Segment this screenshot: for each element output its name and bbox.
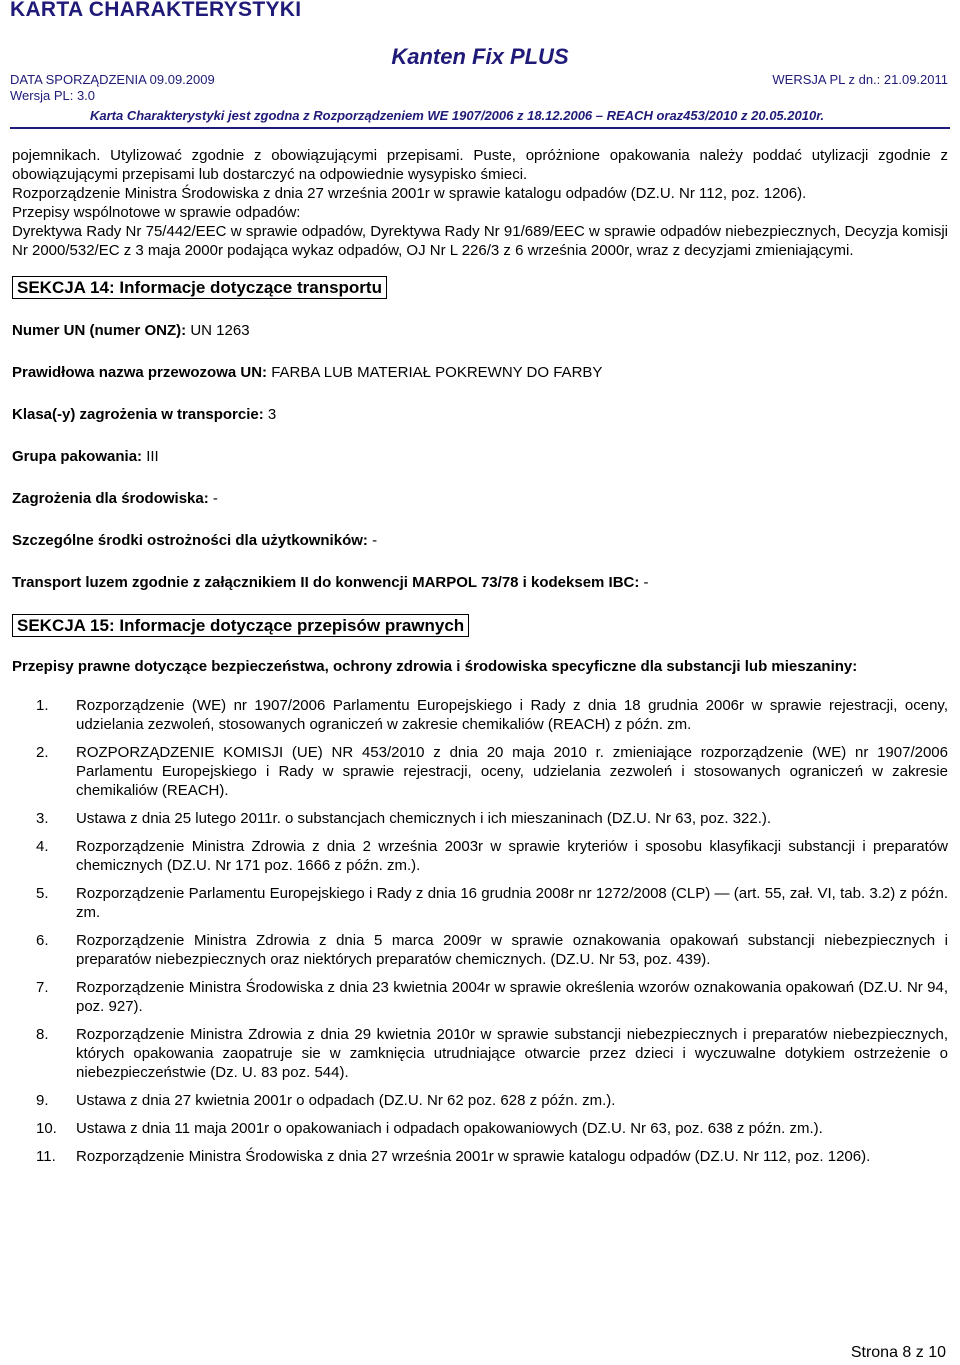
bulk-transport-field [12,573,948,592]
directives-paragraph: Dyrektywa Rady Nr 75/442/EEC w sprawie odpadów, Dyrektywa Rady Nr 91/689/EEC w sprawie odpadów niebezpiecznych, Decyzja komisji Nr 2000/532/EC z 3 maja 2000r podająca wykaz odpadów, OJ Nr L 226/3 z 6 września 2000r, wraz z decyzjami zmieniającymi. [12,223,948,259]
special-precautions-field [12,531,948,550]
list-item-number: 6. [36,932,49,949]
list-item [12,696,948,734]
document-body [12,146,948,1175]
list-item-number: 1. [36,697,49,714]
shipping-name-field [12,363,948,382]
packing-group-field [12,447,948,466]
un-number-field [12,321,948,340]
list-item-number: 2. [36,744,49,761]
environmental-hazard-label: Zagrożenia dla środowiska: [12,490,209,507]
list-item [12,931,948,969]
list-item-number: 8. [36,1026,49,1043]
environmental-hazard-value: - [208,490,218,507]
list-item-number: 11. [36,1148,56,1165]
packing-group-label: Grupa pakowania: [12,448,143,465]
bulk-transport-label: Transport luzem zgodnie z załącznikiem II do konwencji MARPOL 73/78 i kodeksem IBC: [12,574,640,591]
list-item-text: ROZPORZĄDZENIE KOMISJI (UE) NR 453/2010 z dnia 20 maja 2010 r. zmieniające rozporządzenie (WE) nr 1907/2006 Parlamentu Europejskiego i Rady w sprawie rejestracji, oceny, udzielania zezwoleń i stosowanych ograniczeń w zakresie chemikaliów (REACH). [76,744,948,799]
preparation-date: DATA SPORZĄDZENIA 09.09.2009 [10,72,215,87]
list-item-text: Rozporządzenie (WE) nr 1907/2006 Parlamentu Europejskiego i Rady z dnia 18 grudnia 2006r w sprawie rejestracji, oceny, udzielania zezwoleń, stosowanych ograniczeń w zakresie chemikaliów (REACH) z późn. zm. [76,697,948,733]
product-name: Kanten Fix PLUS [391,44,569,69]
list-item-text: Rozporządzenie Ministra Środowiska z dnia 23 kwietnia 2004r w sprawie określenia wzorów oznakowania opakowań (DZ.U. Nr 94, poz. 927). [76,979,948,1015]
list-item-text: Rozporządzenie Ministra Zdrowia z dnia 2 września 2003r w sprawie kryteriów i sposobu klasyfikacji substancji i preparatów chemicznych (DZ.U. Nr 171 poz. 1666 z późn. zm.). [76,838,948,874]
hazard-class-value: 3 [263,406,277,423]
list-item [12,837,948,875]
list-item [12,809,948,828]
section-15-title: SEKCJA 15: Informacje dotyczące przepisów prawnych [12,614,469,637]
waste-catalog-paragraph: Rozporządzenie Ministra Środowiska z dnia 27 września 2001r w sprawie katalogu odpadów (DZ.U. Nr 112, poz. 1206). [12,185,807,202]
list-item [12,1119,948,1138]
bulk-transport-value: - [639,574,649,591]
list-item [12,884,948,922]
hazard-class-field [12,405,948,424]
section-14-title: SEKCJA 14: Informacje dotyczące transportu [12,276,387,299]
regulations-list [12,696,948,1166]
list-item-text: Rozporządzenie Ministra Środowiska z dnia 27 września 2001r w sprawie katalogu odpadów (DZ.U. Nr 112, poz. 1206). [76,1148,871,1165]
version-number: Wersja PL: 3.0 [10,88,96,103]
special-precautions-label: Szczególne środki ostrożności dla użytkowników: [12,532,368,549]
regulations-heading: Przepisy prawne dotyczące bezpieczeństwa, ochrony zdrowia i środowiska specyficzne dla substancji lub mieszaniny: [12,658,858,675]
list-item-number: 7. [36,979,49,996]
list-item-text: Rozporządzenie Ministra Zdrowia z dnia 5 marca 2009r w sprawie oznakowania opakowań substancji niebezpiecznych i preparatów niebezpiecznych oraz niektórych preparatów chemicznych. (DZ.U. Nr 53, poz. 439). [76,932,948,968]
document-type-title: KARTA CHARAKTERYSTYKI [10,0,302,21]
list-item-number: 10. [36,1120,57,1137]
community-waste-heading: Przepisy wspólnotowe w sprawie odpadów: [12,204,301,221]
list-item-text: Ustawa z dnia 27 kwietnia 2001r o odpadach (DZ.U. Nr 62 poz. 628 z późn. zm.). [76,1092,616,1109]
list-item-number: 9. [36,1092,49,1109]
un-number-label: Numer UN (numer ONZ): [12,322,187,339]
shipping-name-value: FARBA LUB MATERIAŁ POKREWNY DO FARBY [267,364,603,381]
list-item-number: 3. [36,810,49,827]
un-number-value: UN 1263 [186,322,250,339]
list-item [12,1091,948,1110]
hazard-class-label: Klasa(-y) zagrożenia w transporcie: [12,406,264,423]
list-item [12,743,948,800]
page-number: Strona 8 z 10 [850,1344,946,1361]
list-item-number: 4. [36,838,49,855]
version-date: WERSJA PL z dn.: 21.09.2011 [772,72,948,87]
date-row [10,72,948,87]
special-precautions-value: - [367,532,378,549]
list-item-text: Rozporządzenie Parlamentu Europejskiego i Rady z dnia 16 grudnia 2008r nr 1272/2008 (CLP) — (art. 55, zał. VI, tab. 3.2) z późn. zm. [76,885,948,921]
disposal-text [12,146,948,260]
list-item-number: 5. [36,885,49,902]
header-divider [10,127,950,129]
environmental-hazard-field [12,489,948,508]
disposal-paragraph: pojemnikach. Utylizować zgodnie z obowiązującymi przepisami. Puste, opróżnione opakowania należy poddać utylizacji zgodnie z obowiązującymi przepisami lub dostarczyć na odpowiednie wysypisko śmieci. [12,147,948,183]
list-item-text: Ustawa z dnia 25 lutego 2011r. o substancjach chemicznych i ich mieszaninach (DZ.U. Nr 63, poz. 322.). [76,810,772,827]
list-item [12,1147,948,1166]
shipping-name-label: Prawidłowa nazwa przewozowa UN: [12,364,268,381]
list-item-text: Rozporządzenie Ministra Zdrowia z dnia 29 kwietnia 2010r w sprawie substancji niebezpiecznych i preparatów niebezpiecznych, których opakowania zaopatruje sie w zamknięcia utrudniające otwarcie przez dzieci i wyczuwalne dotykiem ostrzeżenie o niebezpieczeństwie (Dz. U. 83 poz. 544). [76,1026,948,1081]
list-item [12,978,948,1016]
regulation-note: Karta Charakterystyki jest zgodna z Rozporządzeniem WE 1907/2006 z 18.12.2006 – REACH oraz453/2010 z 20.05.2010r. [90,108,825,123]
list-item [12,1025,948,1082]
list-item-text: Ustawa z dnia 11 maja 2001r o opakowaniach i odpadach opakowaniowych (DZ.U. Nr 63, poz. 638 z późn. zm.). [76,1120,823,1137]
packing-group-value: III [142,448,159,465]
